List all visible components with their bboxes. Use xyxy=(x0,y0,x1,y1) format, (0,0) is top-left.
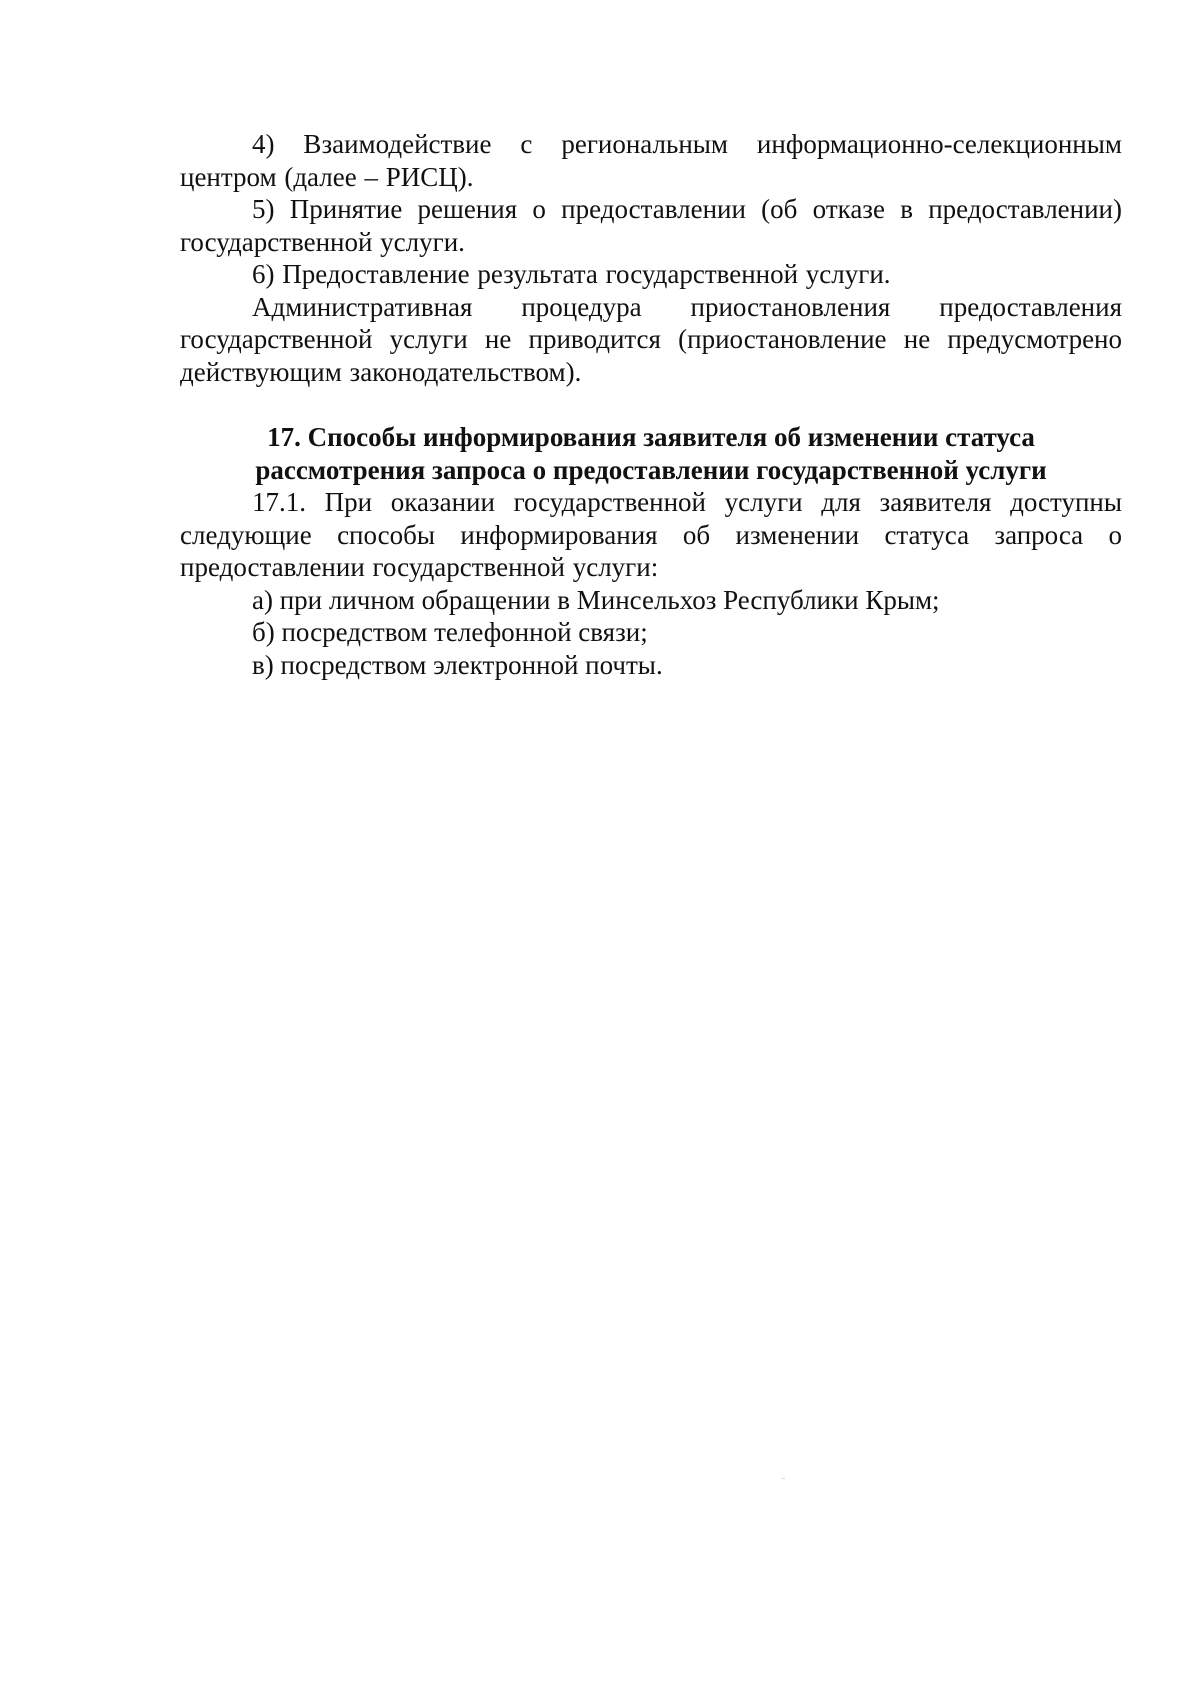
list-item-c: в) посредством электронной почты. xyxy=(252,649,663,680)
document-body xyxy=(180,128,1122,681)
scan-speck xyxy=(782,1478,785,1479)
section-heading-line-1: 17. Способы информирования заявителя об изменении статуса xyxy=(267,422,1035,452)
paragraph-procedure-note: Административная процедура приостановления предоставления государственной услуги не приводится (приостановление не предусмотрено действующим законодательством). xyxy=(180,291,1122,387)
paragraph-item-5: 5) Принятие решения о предоставлении (об отказе в предоставлении) государственной услуги. xyxy=(180,194,1122,257)
list-item-a: а) при личном обращении в Минсельхоз Республики Крым; xyxy=(252,584,940,615)
section-heading xyxy=(180,421,1122,486)
paragraph-item-6: 6) Предоставление результата государственной услуги. xyxy=(252,259,891,289)
paragraph-17-1: 17.1. При оказании государственной услуги для заявителя доступны следующие способы информирования об изменении статуса запроса о предоставлении государственной услуги: xyxy=(180,487,1122,582)
paragraph-item-4: 4) Взаимодействие с региональным информационно-селекционным центром (далее – РИСЦ). xyxy=(180,129,1122,192)
list-item-b: б) посредством телефонной связи; xyxy=(252,617,648,647)
section-heading-line-2: рассмотрения запроса о предоставлении государственной услуги xyxy=(255,454,1047,485)
